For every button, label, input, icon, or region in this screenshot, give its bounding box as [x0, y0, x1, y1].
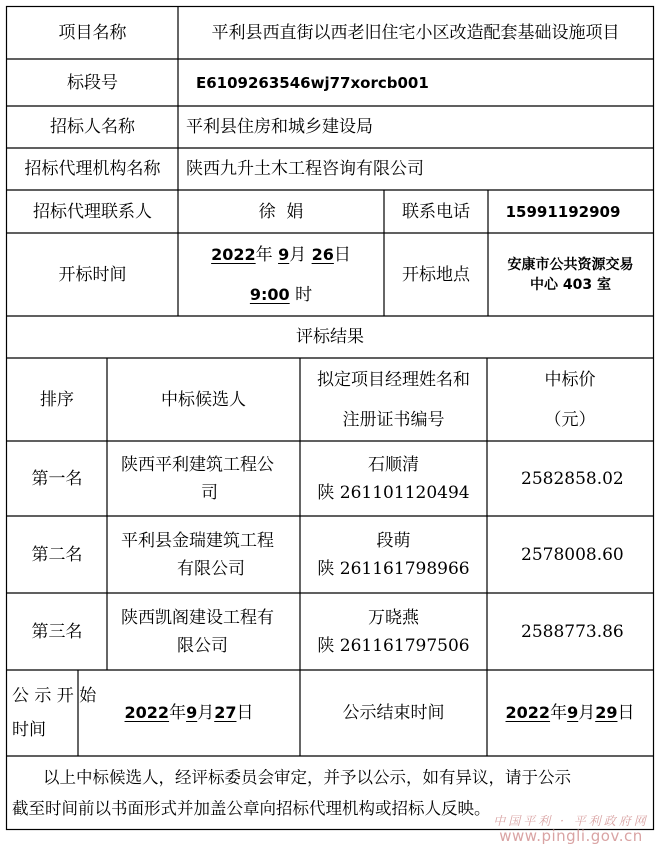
- row3-manager-name: 万晓燕: [368, 607, 419, 628]
- row1-manager-name: 石顺清: [368, 454, 419, 475]
- row2-rank: 第二名: [31, 544, 83, 565]
- row2-manager: [300, 516, 487, 593]
- header-candidate: 中标候选人: [161, 389, 246, 410]
- opening-date: 2022年 9月 26日: [211, 244, 351, 265]
- publicity-end-year: 2022: [505, 703, 551, 722]
- row1-manager-cert: 陕 261101120494: [317, 482, 470, 503]
- publicity-end-label: 公示结束时间: [342, 703, 445, 723]
- row1-price: 2582858.02: [521, 468, 624, 489]
- tenderer-label: 招标人名称: [50, 117, 135, 137]
- publicity-start-date: 2022 年 9 月 27 日: [78, 670, 300, 756]
- section-number-value: E6109263546wj77xorcb001: [196, 73, 429, 92]
- row1-manager: [300, 441, 487, 516]
- row2-manager-name: 段萌: [376, 530, 411, 551]
- publicity-end-day: 29: [595, 703, 618, 722]
- phone-value: 15991192909: [505, 202, 621, 221]
- agency-contact-name: 徐 娟: [258, 201, 304, 222]
- row3-candidate: 陕西凯阁建设工程有 限公司: [121, 607, 274, 656]
- opening-year: 2022: [211, 244, 256, 264]
- opening-place-value: 安康市公共资源交易 中心 403 室: [507, 256, 634, 293]
- header-manager: 拟定项目经理姓名和 注册证书编号: [317, 369, 470, 430]
- project-name-value: 平利县西直街以西老旧住宅小区改造配套基础设施项目: [211, 23, 620, 43]
- row2-candidate: 平利县金瑞建筑工程 有限公司: [121, 530, 274, 579]
- publicity-end-month: 9: [567, 703, 579, 722]
- publicity-start-year: 2022: [124, 703, 170, 722]
- section-number-label: 标段号: [67, 72, 118, 93]
- tenderer-value: 平利县住房和城乡建设局: [186, 117, 373, 137]
- header-rank: 排序: [40, 389, 74, 410]
- notice-text: 以上中标候选人，经评标委员会审定，并予以公示，如有异议，请于公示 截至时间前以书面形式并加盖公章向招标代理机构或招标人反映。: [12, 768, 571, 818]
- publicity-start-month: 9: [186, 703, 198, 722]
- opening-month: 9: [278, 244, 290, 264]
- header-price: 中标价 （元）: [544, 369, 596, 430]
- opening-place-label: 开标地点: [402, 264, 470, 285]
- row1-candidate: 陕西平利建筑工程公 司: [121, 454, 274, 503]
- opening-time-label: 开标时间: [58, 264, 127, 285]
- publicity-end-date: 2022 年 9 月 29 日: [487, 670, 653, 756]
- agency-label: 招标代理机构名称: [24, 159, 161, 179]
- opening-clock: 9:00 时: [249, 284, 313, 305]
- row3-rank: 第三名: [31, 621, 83, 642]
- row3-manager: [300, 593, 487, 670]
- opening-day: 26: [311, 244, 334, 264]
- row2-price: 2578008.60: [521, 544, 624, 565]
- watermark-url: www.pingli.gov.cn: [499, 827, 643, 845]
- watermark-text: 中国平利 · 平利政府网: [493, 814, 649, 828]
- publicity-start-day: 27: [214, 703, 237, 722]
- project-name-label: 项目名称: [58, 23, 127, 43]
- opening-hour: 9:00: [249, 284, 290, 304]
- publicity-start-label: 公 示 开 始 时间: [12, 686, 97, 740]
- row3-price: 2588773.86: [521, 621, 624, 642]
- row3-manager-cert: 陕 261161797506: [317, 635, 470, 656]
- row2-manager-cert: 陕 261161798966: [317, 558, 470, 579]
- phone-label: 联系电话: [402, 201, 470, 222]
- row1-rank: 第一名: [31, 468, 83, 489]
- results-title: 评标结果: [296, 327, 364, 347]
- site-watermark: [486, 814, 656, 844]
- agency-contact-label: 招标代理联系人: [33, 201, 152, 222]
- opening-time-value: [178, 233, 384, 316]
- agency-value: 陕西九升土木工程咨询有限公司: [186, 159, 424, 179]
